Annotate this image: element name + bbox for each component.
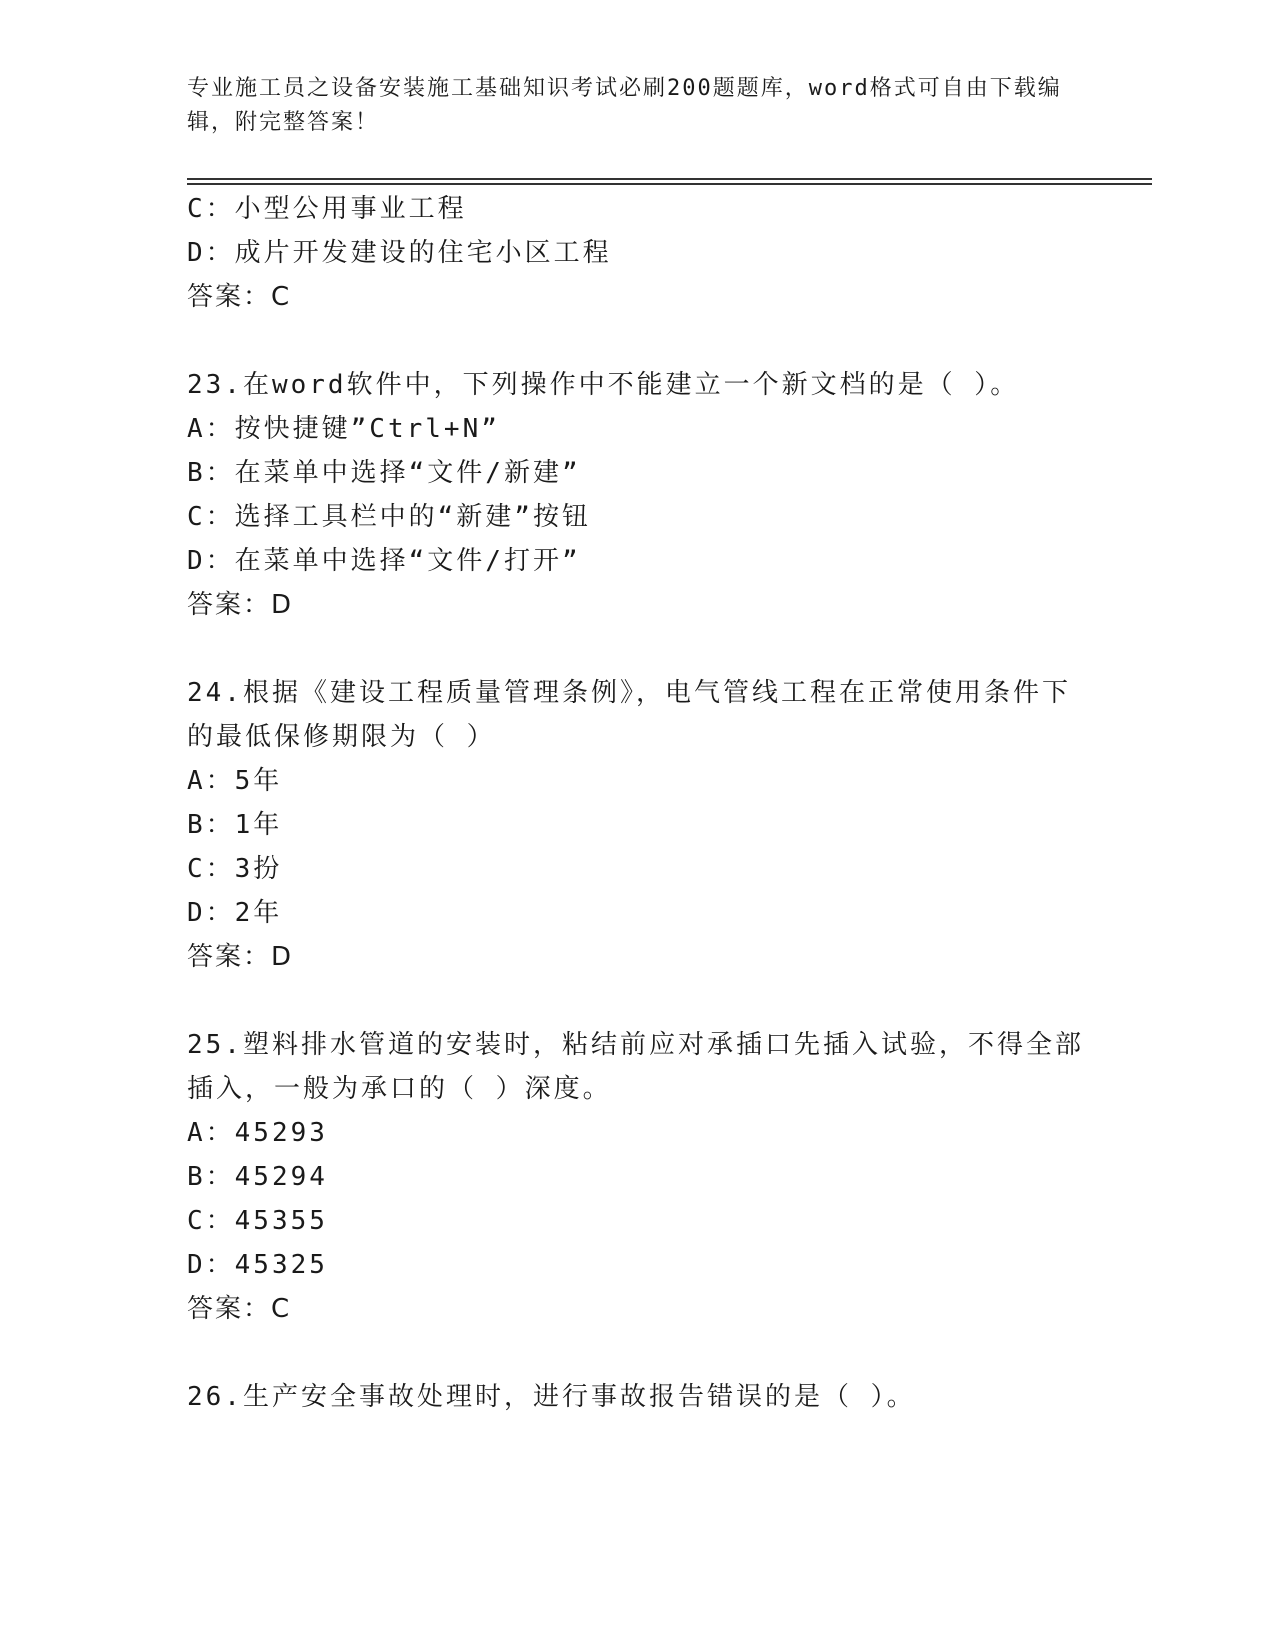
header-divider-bottom [187, 183, 1152, 185]
q24-option-b: B：1年 [187, 810, 283, 840]
q24-option-c: C：3扮 [187, 854, 283, 884]
q25-option-a: A：45293 [187, 1118, 328, 1148]
q23-option-c: C：选择工具栏中的“新建”按钮 [187, 502, 591, 532]
q26-stem: 26.生产安全事故处理时，进行事故报告错误的是（ ）。 [187, 1382, 916, 1412]
q24-option-a: A：5年 [187, 766, 283, 796]
q23-answer: 答案：D [187, 590, 294, 620]
q25-option-d: D：45325 [187, 1250, 328, 1280]
q22-option-d: D：成片开发建设的住宅小区工程 [187, 238, 612, 268]
q25-option-b: B：45294 [187, 1162, 328, 1192]
q23-stem: 23.在word软件中，下列操作中不能建立一个新文档的是（ ）。 [187, 370, 1020, 400]
q23-option-b: B：在菜单中选择“文件/新建” [187, 458, 581, 488]
q24-stem-line2: 的最低保修期限为（ ） [187, 722, 496, 752]
q22-answer: 答案：C [187, 282, 292, 312]
q22-option-c: C：小型公用事业工程 [187, 194, 467, 224]
q24-option-d: D：2年 [187, 898, 283, 928]
q25-answer: 答案：C [187, 1294, 292, 1324]
q25-stem-line1: 25.塑料排水管道的安装时，粘结前应对承插口先插入试验，不得全部 [187, 1030, 1084, 1060]
q24-stem-line1: 24.根据《建设工程质量管理条例》，电气管线工程在正常使用条件下 [187, 678, 1071, 708]
q25-option-c: C：45355 [187, 1206, 328, 1236]
document-header: 专业施工员之设备安装施工基础知识考试必刷200题题库，word格式可自由下载编辑，附完整答案！ [187, 76, 1062, 135]
q24-answer: 答案：D [187, 942, 294, 972]
q25-stem-line2: 插入，一般为承口的（ ）深度。 [187, 1074, 612, 1104]
q23-option-d: D：在菜单中选择“文件/打开” [187, 546, 581, 576]
q23-option-a: A：按快捷键”Ctrl+N” [187, 414, 500, 444]
header-divider-top [187, 178, 1152, 180]
